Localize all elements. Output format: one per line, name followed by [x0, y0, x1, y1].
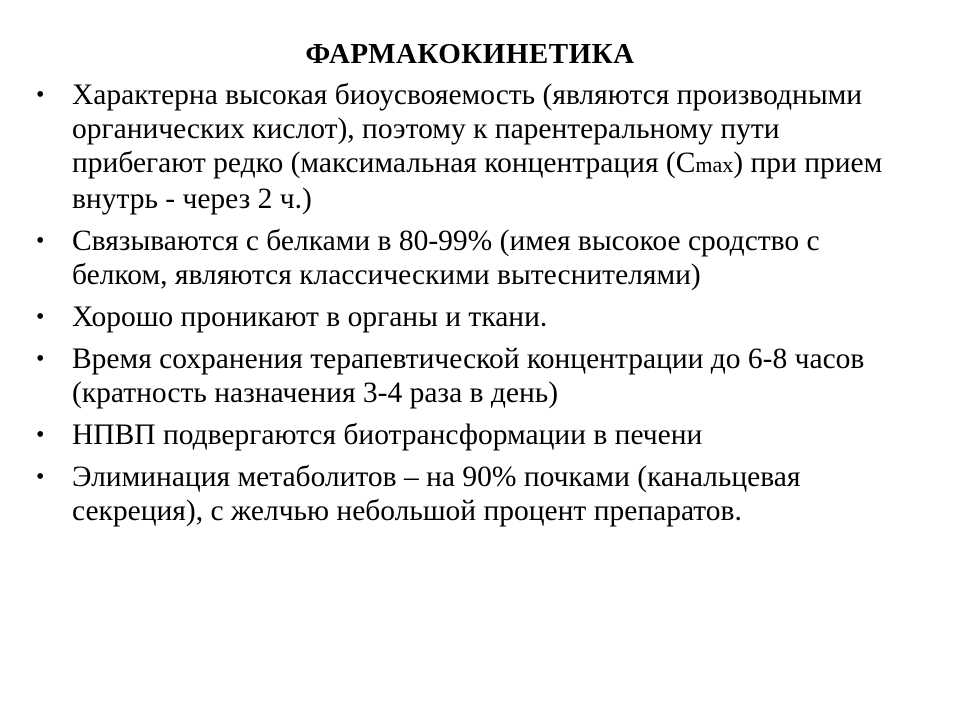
bullet-text: Время сохранения терапевтической концентрации до 6-8 часов (кратность назначения 3-4 раза в день) [72, 343, 865, 409]
bullet-text: Элиминация метаболитов – на 90% почками (канальцевая секреция), с желчью небольшой процент препаратов. [72, 461, 801, 527]
cmax-subscript: max [695, 152, 734, 177]
bullet-icon: • [36, 346, 45, 372]
bullet-icon: • [36, 228, 45, 254]
list-item [36, 342, 916, 410]
bullet-icon: • [36, 82, 45, 108]
slide-title: ФАРМАКОКИНЕТИКА [305, 38, 635, 70]
bullet-text-part: ) при прием внутрь - через 2 ч.) [72, 147, 883, 215]
bullet-text-part: Характерна высокая биоусвояемость (являются производными органических кислот), поэтому к парентеральному пути прибегают редко (максимальная концентрация (C [72, 79, 863, 179]
bullet-icon: • [36, 304, 45, 330]
bullet-icon: • [36, 422, 45, 448]
bullet-text: НПВП подвергаются биотрансформации в печени [72, 419, 703, 451]
bullet-text: Связываются с белками в 80-99% (имея высокое сродство с белком, являются классическими вытеснителями) [72, 225, 820, 291]
list-item [36, 418, 916, 452]
bullet-list [36, 78, 916, 536]
list-item [36, 224, 916, 292]
list-item [36, 300, 916, 334]
bullet-text: Хорошо проникают в органы и ткани. [72, 301, 548, 333]
bullet-icon: • [36, 464, 45, 490]
list-item [36, 78, 916, 216]
list-item [36, 460, 916, 528]
